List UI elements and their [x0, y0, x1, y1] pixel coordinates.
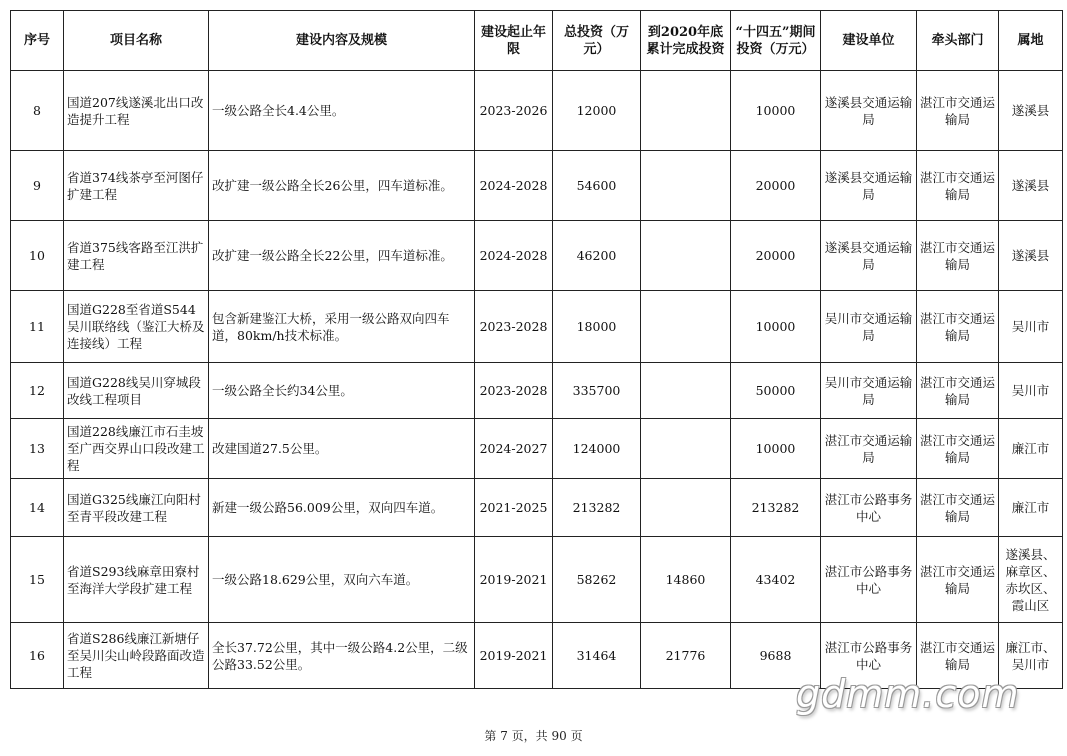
- cell-total-investment: 213282: [553, 479, 641, 537]
- table-row: [11, 291, 1063, 363]
- cell-location: 廉江市、吴川市: [999, 623, 1063, 689]
- cell-content: 一级公路18.629公里，双向六车道。: [209, 537, 475, 623]
- cell-builder: 遂溪县交通运输局: [821, 71, 917, 151]
- cell-builder: 湛江市交通运输局: [821, 419, 917, 479]
- cell-builder: 湛江市公路事务中心: [821, 479, 917, 537]
- cell-builder: 遂溪县交通运输局: [821, 151, 917, 221]
- cell-invested-2020: 21776: [641, 623, 731, 689]
- cell-content: 改建国道27.5公里。: [209, 419, 475, 479]
- cell-index: 14: [11, 479, 64, 537]
- cell-location: 遂溪县: [999, 71, 1063, 151]
- header-cell: 项目名称: [64, 11, 209, 71]
- cell-content: 全长37.72公里，其中一级公路4.2公里，二级公路33.52公里。: [209, 623, 475, 689]
- cell-project-name: 省道S286线廉江新塘仔至吴川尖山岭段路面改造工程: [64, 623, 209, 689]
- cell-location: 吴川市: [999, 363, 1063, 419]
- cell-lead-department: 湛江市交通运输局: [917, 71, 999, 151]
- cell-index: 13: [11, 419, 64, 479]
- cell-builder: 吴川市交通运输局: [821, 363, 917, 419]
- cell-14th-five-year-investment: 43402: [731, 537, 821, 623]
- cell-years: 2019-2021: [475, 623, 553, 689]
- cell-project-name: 省道375线客路至江洪扩建工程: [64, 221, 209, 291]
- table-row: [11, 419, 1063, 479]
- cell-years: 2024-2028: [475, 151, 553, 221]
- header-cell: 牵头部门: [917, 11, 999, 71]
- cell-lead-department: 湛江市交通运输局: [917, 537, 999, 623]
- cell-years: 2019-2021: [475, 537, 553, 623]
- cell-total-investment: 58262: [553, 537, 641, 623]
- cell-years: 2024-2028: [475, 221, 553, 291]
- table-row: [11, 479, 1063, 537]
- cell-14th-five-year-investment: 213282: [731, 479, 821, 537]
- table-row: [11, 363, 1063, 419]
- watermark-logo: gdmm.com: [796, 672, 1020, 716]
- cell-years: 2023-2026: [475, 71, 553, 151]
- header-cell: 属地: [999, 11, 1063, 71]
- cell-index: 8: [11, 71, 64, 151]
- cell-location: 廉江市: [999, 419, 1063, 479]
- cell-builder: 吴川市交通运输局: [821, 291, 917, 363]
- cell-total-investment: 124000: [553, 419, 641, 479]
- cell-invested-2020: [641, 151, 731, 221]
- cell-project-name: 国道228线廉江市石圭坡至广西交界山口段改建工程: [64, 419, 209, 479]
- header-cell: 建设内容及规模: [209, 11, 475, 71]
- header-row: [11, 11, 1063, 71]
- header-cell: “十四五”期间投资（万元）: [731, 11, 821, 71]
- cell-index: 9: [11, 151, 64, 221]
- cell-location: 遂溪县: [999, 221, 1063, 291]
- project-table: [10, 10, 1063, 689]
- header-cell: 总投资（万元）: [553, 11, 641, 71]
- cell-project-name: 省道374线茶亭至河图仔扩建工程: [64, 151, 209, 221]
- cell-14th-five-year-investment: 10000: [731, 291, 821, 363]
- cell-14th-five-year-investment: 50000: [731, 363, 821, 419]
- cell-content: 新建一级公路56.009公里，双向四车道。: [209, 479, 475, 537]
- cell-location: 廉江市: [999, 479, 1063, 537]
- cell-years: 2023-2028: [475, 291, 553, 363]
- cell-project-name: 国道207线遂溪北出口改造提升工程: [64, 71, 209, 151]
- cell-total-investment: 46200: [553, 221, 641, 291]
- table-row: [11, 537, 1063, 623]
- cell-years: 2024-2027: [475, 419, 553, 479]
- cell-content: 一级公路全长4.4公里。: [209, 71, 475, 151]
- cell-lead-department: 湛江市交通运输局: [917, 363, 999, 419]
- cell-location: 吴川市: [999, 291, 1063, 363]
- cell-index: 10: [11, 221, 64, 291]
- cell-index: 15: [11, 537, 64, 623]
- cell-invested-2020: [641, 419, 731, 479]
- cell-invested-2020: [641, 479, 731, 537]
- cell-location: 遂溪县: [999, 151, 1063, 221]
- cell-builder: 湛江市公路事务中心: [821, 623, 917, 689]
- cell-invested-2020: [641, 363, 731, 419]
- cell-project-name: 国道G228至省道S544吴川联络线（鉴江大桥及连接线）工程: [64, 291, 209, 363]
- cell-14th-five-year-investment: 9688: [731, 623, 821, 689]
- cell-builder: 湛江市公路事务中心: [821, 537, 917, 623]
- cell-14th-five-year-investment: 20000: [731, 221, 821, 291]
- cell-content: 改扩建一级公路全长26公里，四车道标准。: [209, 151, 475, 221]
- cell-invested-2020: 14860: [641, 537, 731, 623]
- cell-14th-five-year-investment: 10000: [731, 71, 821, 151]
- cell-project-name: 国道G228线吴川穿城段改线工程项目: [64, 363, 209, 419]
- cell-invested-2020: [641, 71, 731, 151]
- cell-location: 遂溪县、麻章区、赤坎区、霞山区: [999, 537, 1063, 623]
- cell-lead-department: 湛江市交通运输局: [917, 291, 999, 363]
- header-cell: 序号: [11, 11, 64, 71]
- cell-lead-department: 湛江市交通运输局: [917, 479, 999, 537]
- cell-index: 16: [11, 623, 64, 689]
- cell-14th-five-year-investment: 10000: [731, 419, 821, 479]
- cell-lead-department: 湛江市交通运输局: [917, 151, 999, 221]
- cell-lead-department: 湛江市交通运输局: [917, 623, 999, 689]
- cell-content: 包含新建鉴江大桥，采用一级公路双向四车道，80km/h技术标准。: [209, 291, 475, 363]
- cell-builder: 遂溪县交通运输局: [821, 221, 917, 291]
- header-cell: 建设单位: [821, 11, 917, 71]
- table-row: [11, 71, 1063, 151]
- cell-project-name: 省道S293线麻章田寮村至海洋大学段扩建工程: [64, 537, 209, 623]
- table-row: [11, 221, 1063, 291]
- cell-total-investment: 54600: [553, 151, 641, 221]
- cell-total-investment: 18000: [553, 291, 641, 363]
- cell-lead-department: 湛江市交通运输局: [917, 419, 999, 479]
- cell-total-investment: 12000: [553, 71, 641, 151]
- cell-invested-2020: [641, 291, 731, 363]
- cell-content: 一级公路全长约34公里。: [209, 363, 475, 419]
- header-cell: 建设起止年限: [475, 11, 553, 71]
- cell-project-name: 国道G325线廉江向阳村至青平段改建工程: [64, 479, 209, 537]
- cell-years: 2023-2028: [475, 363, 553, 419]
- cell-years: 2021-2025: [475, 479, 553, 537]
- page-footer: 第 7 页，共 90 页: [484, 729, 583, 743]
- cell-content: 改扩建一级公路全长22公里，四车道标准。: [209, 221, 475, 291]
- cell-total-investment: 335700: [553, 363, 641, 419]
- cell-invested-2020: [641, 221, 731, 291]
- table-row: [11, 151, 1063, 221]
- cell-total-investment: 31464: [553, 623, 641, 689]
- cell-index: 12: [11, 363, 64, 419]
- cell-lead-department: 湛江市交通运输局: [917, 221, 999, 291]
- cell-index: 11: [11, 291, 64, 363]
- cell-14th-five-year-investment: 20000: [731, 151, 821, 221]
- header-cell: 到2020年底累计完成投资: [641, 11, 731, 71]
